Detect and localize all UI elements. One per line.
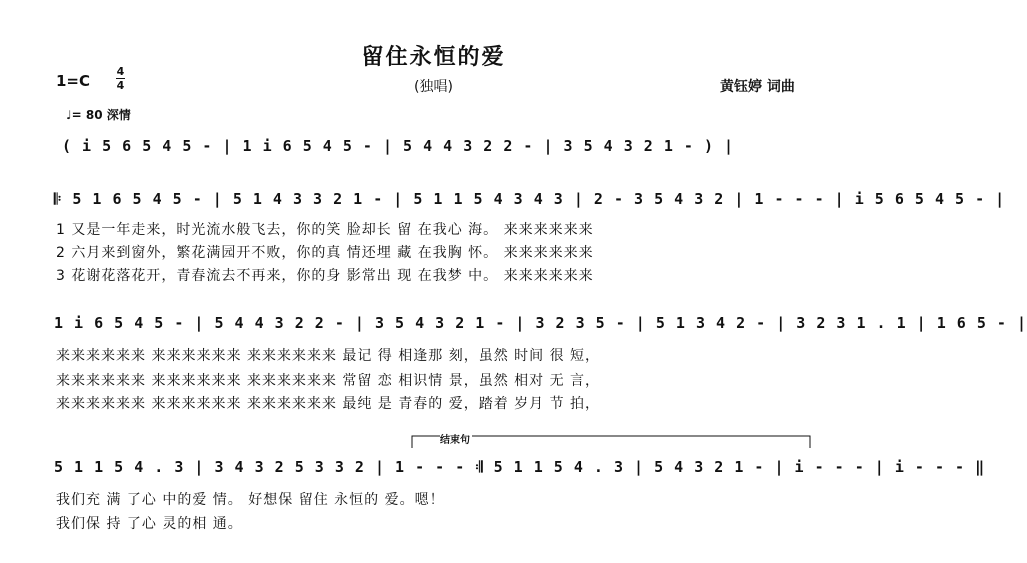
- row2-notes: 𝄆 5 1 6 5 4 5 - | 5 1 4 3 3 2 1 - | 5 1 1 5 4 3 4 3 | 2 - 3 5 4 3 2 | 1 - - - | i 5 6 5 4 5 - |: [54, 190, 1006, 208]
- author-credit: 黄钰婷 词曲: [720, 79, 795, 95]
- row2-lyric-verse2: 2 六月来到窗外，繁花满园开不败，你的真 情还埋 藏 在我胸 怀。 来来来来来来: [56, 245, 594, 261]
- row4-lyric-verse2: 我们保 持 了心 灵的相 通。: [56, 516, 243, 532]
- key-signature: 1=C: [56, 72, 91, 90]
- row4-notes: 5 1 1 5 4 . 3 | 3 4 3 2 5 3 3 2 | 1 - - - 𝄇 5 1 1 5 4 . 3 | 5 4 3 2 1 - | i - - - | i - - - ‖: [54, 458, 986, 476]
- row2-lyric-verse3: 3 花谢花落花开，青春流去不再来，你的身 影常出 现 在我梦 中。 来来来来来来: [56, 268, 594, 284]
- song-subtitle: (独唱): [414, 79, 453, 95]
- intro-notes: ( i 5 6 5 4 5 - | 1 i 6 5 4 5 - | 5 4 4 3 2 2 - | 3 5 4 3 2 1 - ) |: [62, 137, 735, 155]
- row4-lyric-verse1: 我们充 满 了心 中的爱 情。 好想保 留住 永恒的 爱。嗯！: [56, 492, 445, 508]
- time-signature-top: 4: [116, 65, 125, 78]
- row3-lyric-verse1: 来来来来来来 来来来来来来 来来来来来来 最记 得 相逢那 刻，虽然 时间 很 短，: [56, 348, 601, 364]
- row3-lyric-verse3: 来来来来来来 来来来来来来 来来来来来来 最纯 是 青春的 爱，踏着 岁月 节 拍，: [56, 396, 601, 412]
- time-signature-bottom: 4: [116, 79, 125, 92]
- row2-lyric-verse1: 1 又是一年走来，时光流水般飞去，你的笑 脸却长 留 在我心 海。 来来来来来来: [56, 222, 594, 238]
- row3-lyric-verse2: 来来来来来来 来来来来来来 来来来来来来 常留 恋 相识情 景，虽然 相对 无 言，: [56, 373, 601, 389]
- row3-notes: 1 i 6 5 4 5 - | 5 4 4 3 2 2 - | 3 5 4 3 2 1 - | 3 2 3 5 - | 5 1 3 4 2 - | 3 2 3 1 . 1 | 1 6 5 - |: [54, 314, 1027, 332]
- ending-label: 结束句: [440, 435, 470, 446]
- tempo-marking: ♩= 80 深情: [66, 108, 131, 122]
- song-title: 留住永恒的爱: [361, 45, 506, 70]
